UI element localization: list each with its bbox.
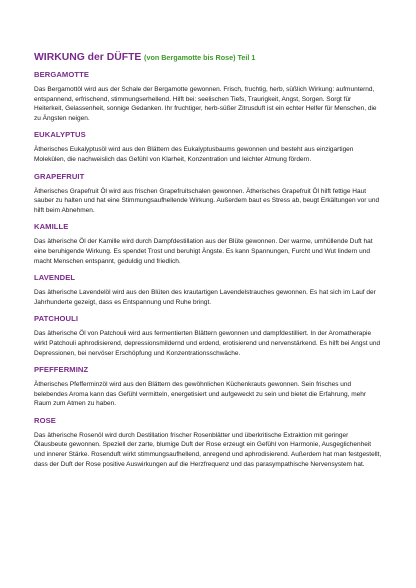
section-text: Das ätherische Öl der Kamille wird durch Dampfdestillation aus der Blüte gewonnen. Der warme, umhüllende Duft hat eine beruhigende Wirkung. Es spendet Trost und beruhigt Ängste. Es kann Spannungen, Furcht und Wut lindern und macht Menschen entspannt, geduldig und friedlich.: [34, 238, 373, 265]
section-text: Ätherisches Grapefruit Öl wird aus frischen Grapefruitschalen gewonnen. Ätherisches Grapefruit Öl hilft fettige Haut sauber zu halten und hat eine Stimmungsaufhellende Wirkung. Außerdem baut es Stress ab, beugt Erkältungen vor und hilft beim Abnehmen.: [34, 187, 380, 214]
section-pfefferminz: [34, 365, 382, 409]
section-heading: PATCHOULI: [34, 314, 79, 324]
section-text: Das ätherische Lavendelöl wird aus den Blüten des krautartigen Lavendelstrauches gewonnen. Es hat sich im Lauf der Jahrhunderte gezeigt, dass es Entspannung und Ruhe bringt.: [34, 289, 376, 306]
section-lavendel: [34, 273, 382, 307]
section-text: Das ätherische Öl von Patchouli wird aus fermentierten Blättern gewonnen und dampfdestilliert. In der Aromatherapie wirkt Patchouli aphrodisierend, depressionsmildernd und erdend, erotisierend und nervenstärkend. Es hilft bei Angst und Depressionen, bei nervöser Erschöpfung und Konzentrationsschwäche.: [34, 330, 381, 357]
section-patchouli: [34, 314, 382, 358]
section-rose: [34, 416, 382, 469]
document-title: WIRKUNG der DÜFTE: [34, 52, 142, 63]
section-grapefruit: [34, 172, 382, 216]
section-text: Das Bergamottöl wird aus der Schale der Bergamotte gewonnen. Frisch, fruchtig, herb, süßlich Wirkung: aufmunternd, entspannend, erfrischend, stimmungserhellend. Hilft bei: seelischen Tiefs, Traurigkeit, Angst, Sorgen. Sorgt für Heiterkeit, Gelassenheit, sonnige Gedanken. Ihr fruchtiger, herb-süßer Zitrusduft ist ein echter Helfer für Menschen, die zu Ängsten neigen.: [34, 86, 377, 122]
section-text: Das ätherische Rosenöl wird durch Destillation frischer Rosenblätter und überkritische Extraktion mit geringer Ölausbeute gewonnen. Speziell der zarte, blumige Duft der Rose erzeugt ein Gefühl von Harmonie, Ausgeglichenheit und innerer Stärke. Rosenduft wirkt stimmungsaufhellend, anregend und aphrodisierend. Außerdem hat man festgestellt, dass der Duft der Rose positive Auswirkungen auf die Herzfrequenz und das parasympathische Nervensystem hat.: [34, 431, 382, 468]
section-heading: PFEFFERMINZ: [34, 365, 89, 375]
document-subtitle: (von Bergamotte bis Rose) Teil 1: [144, 53, 256, 62]
document-title-line: [34, 52, 382, 64]
section-text: Ätherisches Pfefferminzöl wird aus den Blättern des gewöhnlichen Küchenkrauts gewonnen. Sein frisches und belebendes Aroma kann das Gefühl vermitteln, energetisiert und aufgeweckt zu sein und bietet die Erfahrung, mehr Raum zum Atmen zu haben.: [34, 381, 367, 408]
section-heading: EUKALYPTUS: [34, 130, 86, 140]
section-heading: BERGAMOTTE: [34, 70, 89, 79]
section-eukalyptus: [34, 130, 382, 164]
section-heading: GRAPEFRUIT: [34, 171, 85, 181]
section-heading: LAVENDEL: [34, 273, 76, 283]
section-heading: KAMILLE: [34, 222, 69, 232]
section-bergamotte: [34, 70, 382, 123]
section-text: Ätherisches Eukalyptusöl wird aus den Blättern des Eukalyptusbaums gewonnen und besteht aus einzigartigen Molekülen, die nachweislich das Gefühl von Klarheit, Konzentration und leichter Atmung fördern.: [34, 146, 354, 163]
section-kamille: [34, 222, 382, 266]
section-heading: ROSE: [34, 415, 56, 425]
